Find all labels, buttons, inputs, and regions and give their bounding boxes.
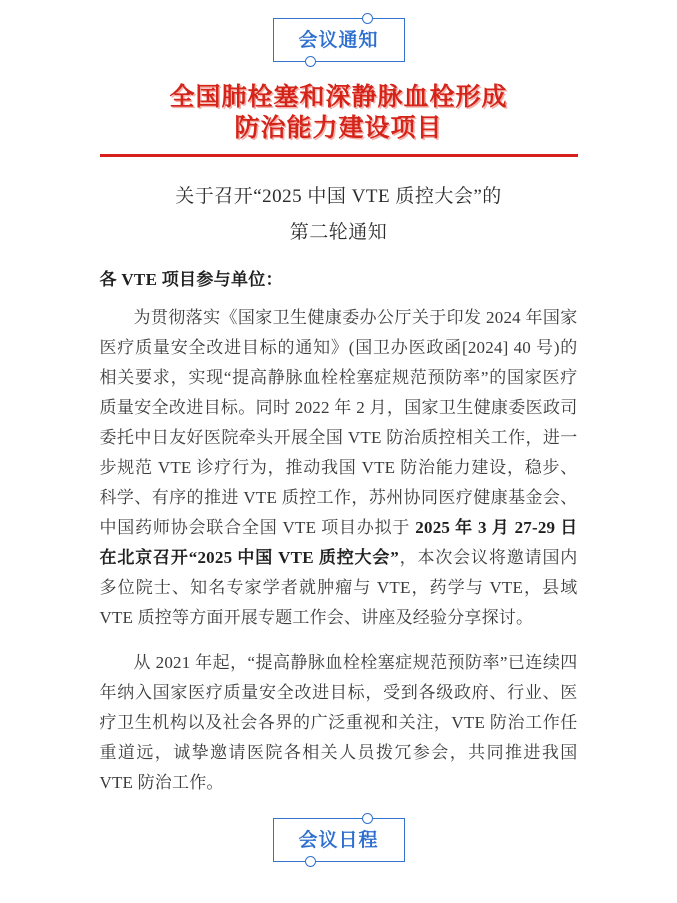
project-title [0,82,677,144]
project-title-line-1: 全国肺栓塞和深静脉血栓形成 [169,83,508,111]
document-subtitle [0,179,677,251]
text-run: 为贯彻落实《国家卫生健康委办公厅关于印发 2024 年国家医疗质量安全改进目标的通知》(国卫办医政函[2024] 40 号)的相关要求，实现“提高静脉血栓栓塞症规范预防率”的国家医疗质量安全改进目标。同时 2022 年 2 月，国家卫生健康委医政司委托中日友好医院牵头开展全国 VTE 防治质控相关工作，进一步规范 VTE 诊疗行为，推动我国 VTE 防治能力建设，稳步、科学、有序的推进 VTE 质控工作，苏州协同医疗健康基金会、中国药师协会联合全国 VTE 项目办拟于 [99,308,578,537]
project-title-line-2: 防治能力建设项目 [234,114,443,142]
notice-badge-top-label: 会议通知 [298,29,379,51]
title-divider-rule [100,154,578,157]
circle-decoration-top-icon [362,813,373,824]
document-paragraph [100,303,578,633]
notice-badge-bottom-container [0,798,677,862]
document-salutation: 各 VTE 项目参与单位： [99,270,283,289]
notice-badge-bottom-label: 会议日程 [298,829,379,851]
emphasized-text-run: 2025 年 3 月 27-29 日在北京召开“2025 中国 VTE 质控大会” [99,518,578,567]
circle-decoration-bottom-icon [305,56,316,67]
text-run: 从 2021 年起，“提高静脉血栓栓塞症规范预防率”已连续四年纳入国家医疗质量安全改进目标，受到各级政府、行业、医疗卫生机构以及社会各界的广泛重视和关注，VTE 防治工作任重道远，诚挚邀请医院各相关人员拨冗参会，共同推进我国 VTE 防治工作。 [99,653,578,792]
document-subtitle-line-2: 第二轮通知 [289,222,388,243]
notice-badge-top-container [0,0,677,62]
document-paragraph [100,648,578,798]
document-paragraph-host [100,303,578,798]
circle-decoration-bottom-icon [305,856,316,867]
document-subtitle-line-1: 关于召开“2025 中国 VTE 质控大会”的 [175,186,502,207]
circle-decoration-top-icon [362,13,373,24]
notice-badge-top[interactable] [273,18,405,62]
notice-badge-bottom[interactable] [273,818,405,862]
document-body [100,251,578,798]
text-run: ，本次会议将邀请国内多位院士、知名专家学者就肿瘤与 VTE，药学与 VTE，县域 VTE 质控等方面开展专题工作会、讲座及经验分享探讨。 [99,548,578,627]
